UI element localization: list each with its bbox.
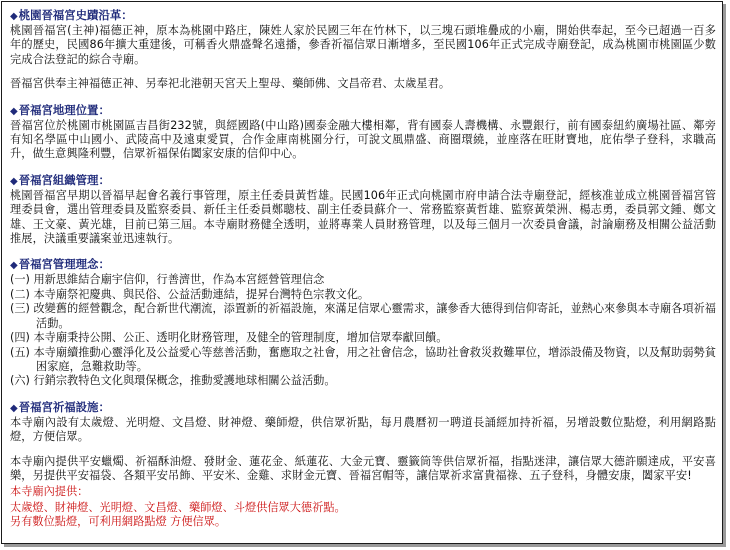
section-history	[10, 8, 716, 92]
diamond-icon: ◆	[10, 11, 18, 22]
section-heading: ◆晉福宮祈福設施：	[10, 399, 110, 414]
diamond-icon: ◆	[10, 105, 18, 117]
diamond-icon: ◆	[10, 260, 18, 272]
list-item: (一) 用新思維結合廟宇信仰，行善濟世，作為本宮經營管理信念	[10, 273, 325, 287]
section-heading: ◆桃園晉福宮史蹟沿革：	[10, 8, 133, 22]
diamond-icon: ◆	[10, 175, 18, 187]
list-item: (二) 本寺廟祭祀慶典、與民俗、公益活動連結，提昇台灣特色宗教文化。	[10, 287, 370, 301]
notice-line: 太歲燈、財神燈、光明燈、文昌燈、藥師燈、斗燈供信眾大德祈點。	[10, 500, 346, 514]
paragraph: 晉福宮供奉主神福德正神、另奉祀北港朝天宮天上聖母、藥師佛、文昌帝君、太歲星君。	[10, 77, 451, 91]
paragraph: 桃園晉福宮早期以晉福早起會名義行事管理，原主任委員黃哲雄。民國106年正式向桃園市府申請合法寺廟登記，經核准並成立桃園晉福宮管理委員會，選出管理委員及監察委員、新任主任委員鄭聰枝、副主任委員蘇介一、常務監察黃哲雄、監察黃榮洲、楊志勇，委員郭文鍾、鄭文雄、王文豪、黃光雄，目前已第三屆。本寺廟財務健全透明，並將專業人員財務管理，以及每三個月一次委員會議，討論廟務及相關公益活動推展，決議重要議案並迅速執行。	[10, 188, 716, 246]
section-facilities	[10, 400, 716, 484]
list-item: (五) 本寺廟續推動心靈淨化及公益愛心等慈善活動，奮應取之社會，用之社會信念，協助社會救災救難單位，增添設備及物資，以及幫助弱勢貧困家庭，急難救助等。	[10, 345, 716, 373]
section-heading: ◆晉福宮組織管理：	[10, 172, 110, 187]
section-philosophy	[10, 257, 716, 388]
list-item: (三) 改變舊的經營觀念，配合新世代潮流，添置新的祈福設施，來滿足信眾心靈需求，讓參香大德得到信仰寄託，並熱心來參與本寺廟各項祈福活動。	[10, 302, 716, 330]
paragraph: 晉福宮位於桃園市桃園區吉昌街232號，與經國路(中山路)國泰金融大樓相鄰，背有國泰人壽機構、永豐銀行，前有國泰紐約廣場社區、鄰旁有知名學區中山國小、武陵高中及遠東愛買，合作金庫南桃園分行，可說文風鼎盛、商圈環繞，並座落在旺財寶地，庇佑學子登科，求職高升，做生意興隆利豐，信眾祈福保佑闔家安康的信仰中心。	[10, 118, 716, 161]
list-item: (六) 行銷宗教特色文化與環保概念，推動愛護地球相關公益活動。	[10, 374, 336, 388]
notice-block	[10, 485, 716, 529]
section-location	[10, 103, 716, 162]
section-heading: ◆晉福宮管理理念：	[10, 257, 110, 272]
section-organization	[10, 173, 716, 247]
philosophy-list	[10, 273, 716, 388]
notice-line: 另有數位點燈，可利用網路點燈 方便信眾。	[10, 515, 227, 529]
section-heading: ◆晉福宮地理位置：	[10, 102, 110, 117]
paragraph: 本寺廟內設有太歲燈、光明燈、文昌燈、財神燈、藥師燈，供信眾祈點，每月農曆初一聘道長誦經加持祈福，另增設數位點燈，利用網路點燈，方便信眾。	[10, 415, 716, 444]
list-item: (四) 本寺廟秉持公開、公正、透明化財務管理，及健全的管理制度，增加信眾奉獻回饋。	[10, 331, 448, 345]
paragraph: 本寺廟內提供平安蠟燭、祈福酥油燈、發財金、蓮花金、紙蓮花、大金元寶、靈籤筒等供信眾祈福，指點迷津，讓信眾大德許願達成，平安喜樂，另提供平安福袋、各類平安吊飾、平安米、金雞、求財金元寶、晉福宮帽等，讓信眾祈求富貴福祿、五子登科，身體安康，闔家平安!	[10, 454, 716, 482]
diamond-icon: ◆	[10, 402, 18, 414]
document-frame	[1, 1, 723, 544]
paragraph: 桃園晉福宮(主神)福德正神，原本為桃園中路庄，陳姓人家於民國三年在竹林下，以三塊石頭堆疊成的小廟，開始供奉起，至今已超過一百多年的歷史，民國86年擴大重建後，可稱香火鼎盛聲名遠播，參香祈福信眾日漸增多，至民國106年正式完成寺廟登記，成為桃園市桃園區少數完成合法登記的綜合寺廟。	[10, 24, 716, 66]
notice-title: 本寺廟內提供：	[10, 485, 89, 499]
